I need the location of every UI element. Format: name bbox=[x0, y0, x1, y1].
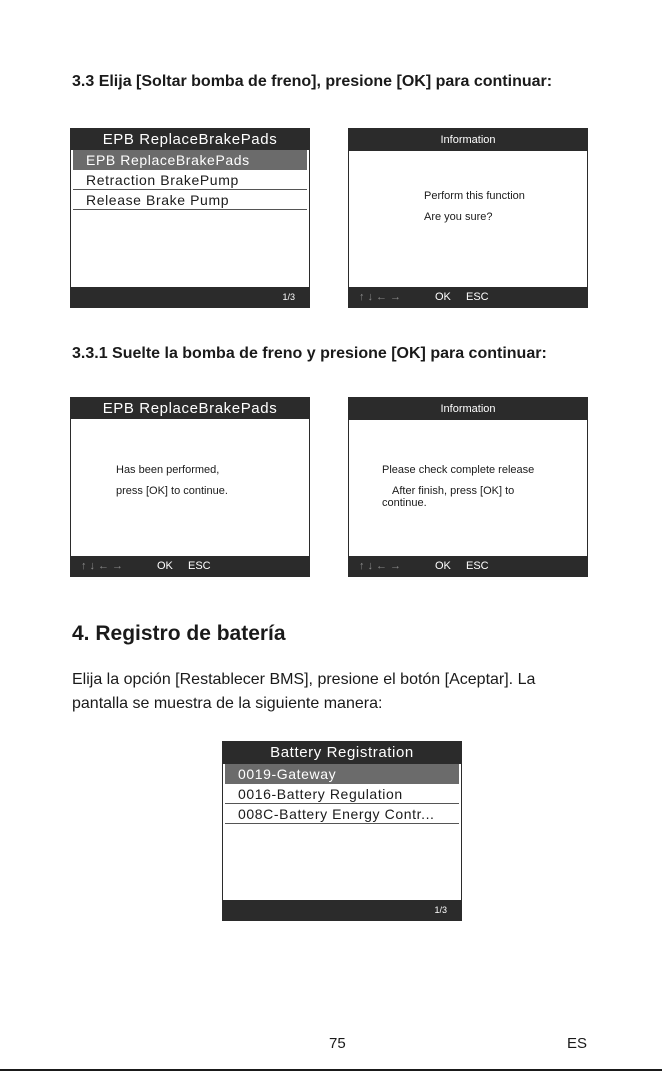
menu-screen-status-bar bbox=[71, 287, 309, 307]
ok-button[interactable]: OK bbox=[435, 291, 451, 303]
navigation-arrows-icon: ↑↓←→ bbox=[359, 560, 404, 572]
esc-button[interactable]: ESC bbox=[466, 560, 489, 572]
release-info-screen bbox=[348, 397, 588, 577]
menu-screen-epb bbox=[70, 128, 310, 308]
ok-button[interactable]: OK bbox=[157, 560, 173, 572]
menu-item-0019-gateway[interactable]: 0019-Gateway bbox=[225, 764, 459, 784]
info-message-line2: Are you sure? bbox=[424, 211, 493, 223]
performed-message-line1: Has been performed, bbox=[116, 464, 220, 476]
menu-screen-title: EPB ReplaceBrakePads bbox=[71, 129, 309, 150]
menu-item-retraction-brake-pump[interactable]: Retraction BrakePump bbox=[73, 170, 307, 190]
footer-divider bbox=[0, 1069, 662, 1071]
section-4-paragraph: Elija la opción [Restablecer BMS], presione el botón [Aceptar]. La pantalla se muestra de la siguiente manera: bbox=[72, 671, 536, 712]
menu-item-epb-replace-brake-pads[interactable]: EPB ReplaceBrakePads bbox=[73, 150, 307, 170]
battery-screen-title: Battery Registration bbox=[223, 742, 461, 764]
page-number: 75 bbox=[329, 1035, 346, 1052]
menu-item-0016-battery-regulation[interactable]: 0016-Battery Regulation bbox=[225, 784, 459, 804]
release-message-line3: continue. bbox=[382, 497, 427, 509]
section-4-heading: 4. Registro de batería bbox=[72, 622, 286, 645]
release-message-line1: Please check complete release bbox=[382, 464, 535, 476]
info-message-line1: Perform this function bbox=[424, 190, 525, 202]
section-3-3-1-heading: 3.3.1 Suelte la bomba de freno y presione [OK] para continuar: bbox=[72, 345, 547, 362]
navigation-arrows-icon: ↑↓←→ bbox=[359, 291, 404, 303]
performed-screen-title: EPB ReplaceBrakePads bbox=[71, 398, 309, 419]
battery-screen-status-bar bbox=[223, 900, 461, 920]
section-3-3-heading: 3.3 Elija [Soltar bomba de freno], presione [OK] para continuar: bbox=[72, 73, 553, 90]
info-screen-confirm bbox=[348, 128, 588, 308]
info-screen-status-bar bbox=[349, 287, 587, 307]
release-info-screen-title: Information bbox=[349, 398, 587, 420]
page-indicator: 1/3 bbox=[434, 905, 447, 915]
performed-screen-status-bar bbox=[71, 556, 309, 576]
performed-message-line2: press [OK] to continue. bbox=[116, 485, 228, 497]
info-screen-title: Information bbox=[349, 129, 587, 151]
release-message-line2: After finish, press [OK] to bbox=[392, 485, 515, 497]
esc-button[interactable]: ESC bbox=[466, 291, 489, 303]
menu-item-release-brake-pump[interactable]: Release Brake Pump bbox=[73, 190, 307, 210]
battery-registration-screen bbox=[222, 741, 462, 921]
ok-button[interactable]: OK bbox=[435, 560, 451, 572]
performed-screen bbox=[70, 397, 310, 577]
navigation-arrows-icon: ↑↓←→ bbox=[81, 560, 126, 572]
esc-button[interactable]: ESC bbox=[188, 560, 211, 572]
page-indicator: 1/3 bbox=[282, 292, 295, 302]
release-info-screen-status-bar bbox=[349, 556, 587, 576]
menu-item-008c-battery-energy-control[interactable]: 008C-Battery Energy Contr... bbox=[225, 804, 459, 824]
language-code: ES bbox=[567, 1035, 588, 1052]
